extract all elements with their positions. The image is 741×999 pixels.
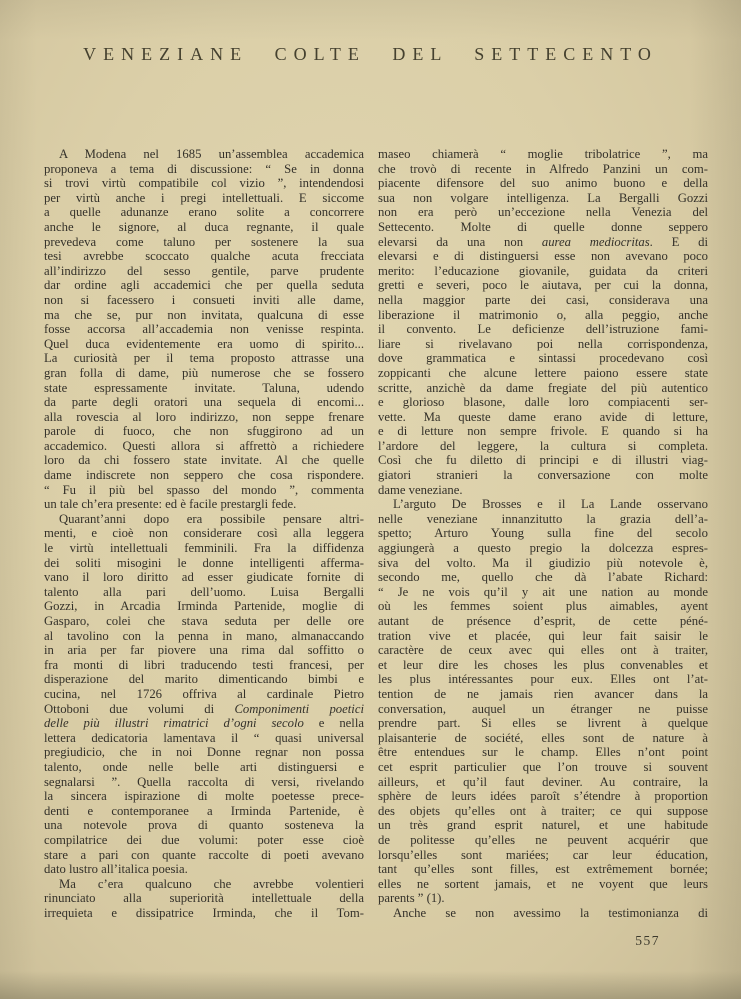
text-segment: scritte, anzichè da dame fregiate del più autentico	[378, 380, 708, 395]
text-line	[44, 775, 364, 790]
text-line	[378, 483, 708, 498]
text-segment: Così che fu diletto di principi e di illustri viag-	[378, 453, 708, 468]
text-segment: aggiungerà a questo pregio la dolcezza espres-	[378, 541, 708, 556]
text-line	[378, 439, 708, 454]
text-segment: secondo me, quello che dà l’abate Richard:	[378, 570, 708, 585]
text-segment: gran folla di dame, più numerose che se fossero	[44, 365, 364, 380]
text-line	[44, 570, 364, 585]
text-segment: elles ne sortent jamais, et ne voyent que leurs	[378, 876, 708, 891]
text-segment: alla rovescia al loro indirizzo, non seppe frenare	[44, 409, 364, 424]
text-segment: prevedeva come taluno per sostenere la sua	[44, 234, 364, 249]
text-line	[378, 337, 708, 352]
text-segment: compilatrice dei due volumi: poter esse cioè	[44, 832, 364, 847]
text-line	[44, 205, 364, 220]
text-segment: et leur dire les choses les plus convenables et	[378, 657, 708, 672]
text-segment: l’ardore del leggere, la cultura si completa.	[378, 438, 708, 453]
text-line	[44, 249, 364, 264]
text-segment: talento, onde nelle belle arti distinguersi e	[44, 759, 364, 774]
text-line	[44, 804, 364, 819]
text-line	[44, 176, 364, 191]
text-segment: ailleurs, et qu’il faut deviner. Au contraire, la	[378, 774, 708, 789]
text-line	[44, 264, 364, 279]
italic-text-segment: aurea mediocritas	[541, 234, 650, 249]
text-line	[44, 278, 364, 293]
text-segment: ma che se, pur non invitata, qualcuna di esse	[44, 307, 364, 322]
text-segment: dato lustro all’italica poesia.	[44, 862, 188, 877]
text-segment: où les femmes soient plus aimables, ayent	[378, 599, 708, 614]
text-segment: disperazione del marito dimenticando bimbi e	[44, 672, 364, 687]
text-segment: vette. Ma queste dame erano avide di letture,	[378, 409, 708, 424]
text-line	[378, 176, 708, 191]
text-line	[44, 381, 364, 396]
text-segment: il convento. Le deficienze dell’istruzione fami-	[378, 322, 708, 337]
text-segment: dove grammatica e sintassi procedevano così	[378, 351, 708, 366]
text-segment: zoppicanti che alcune lettere paiono essere state	[378, 365, 708, 380]
text-segment: parents ” (1).	[378, 891, 445, 906]
text-line	[378, 205, 708, 220]
text-segment: in aria per far piovere una rima dal soffitto o	[44, 643, 364, 658]
text-line	[44, 191, 364, 206]
text-line	[378, 862, 708, 877]
text-line	[378, 264, 708, 279]
text-line	[44, 395, 364, 410]
text-segment: pregiudicio, che in noi Donne regnar non possa	[44, 745, 364, 760]
page-number: 557	[635, 933, 660, 948]
text-columns	[44, 147, 708, 920]
text-segment: giatori stranieri la conversazione con molte	[378, 468, 708, 483]
text-line	[378, 395, 708, 410]
text-segment: Ma c’era qualcuno che avrebbe volentieri	[59, 876, 364, 891]
text-line	[378, 877, 708, 892]
text-line	[378, 672, 708, 687]
text-line	[378, 293, 708, 308]
text-segment: menti, e cioè non considerare così alla leggera	[44, 526, 364, 541]
text-segment: da parte degli oratori una sequela di encomi...	[44, 395, 364, 410]
text-line	[44, 789, 364, 804]
text-line	[378, 526, 708, 541]
text-line	[44, 906, 364, 921]
text-segment: “ Fu il più bel spasso del mondo ”, commenta	[44, 482, 364, 497]
text-line	[44, 629, 364, 644]
text-column-left	[44, 147, 364, 920]
text-segment: si trovi virtù compatibile col vizio ”, intendendosi	[44, 176, 364, 191]
text-line	[44, 818, 364, 833]
text-segment: tration vive et placée, qui leur fait saisir le	[378, 628, 708, 643]
text-line	[44, 672, 364, 687]
text-segment: elevarsi e di distinguersi esse non avevano poco	[378, 249, 708, 264]
text-segment: Quel duca evidentemente era uomo di spirito...	[44, 336, 364, 351]
text-line	[378, 235, 708, 250]
text-line	[378, 556, 708, 571]
text-segment: “ Je ne vois qu’il y ait une nation au monde	[378, 584, 708, 599]
text-segment: tant qu’elles sont filles, est extrêmement bornée;	[378, 862, 708, 877]
text-line	[44, 220, 364, 235]
text-segment: una notevole prova di quanto sosteneva la	[44, 818, 364, 833]
text-segment: liare si rivelavano poi nella corrispondenza,	[378, 336, 708, 351]
text-segment: stare a pari con quante raccolte di poeti avevano	[44, 847, 364, 862]
text-segment: denti e contemporanee a Irminda Partenide, è	[44, 803, 364, 818]
text-line	[378, 453, 708, 468]
text-segment: loro da chi fossero state invitate. Al che quelle	[44, 453, 364, 468]
text-line	[378, 570, 708, 585]
text-line	[44, 235, 364, 250]
text-segment: non era però un’eccezione nella Venezia del	[378, 205, 708, 220]
text-segment: non si facessero i consueti inviti alle dame,	[44, 292, 364, 307]
text-line	[44, 643, 364, 658]
text-line	[44, 497, 364, 512]
text-segment: Anche se non avessimo la testimonianza di	[393, 905, 708, 920]
text-segment: . E di	[649, 234, 708, 249]
text-segment: Gozzi, in Arcadia Irminda Partenide, moglie di	[44, 599, 364, 614]
text-line	[378, 716, 708, 731]
text-segment: être entendues sur le champ. Elles n’ont point	[378, 745, 708, 760]
text-line	[378, 249, 708, 264]
text-segment: nelle veneziane innanzitutto la grazia dell’a-	[378, 511, 708, 526]
text-line	[44, 658, 364, 673]
text-line	[378, 891, 708, 906]
text-segment: dei soliti misogini le donne intelligenti afferma-	[44, 555, 364, 570]
text-segment: des objets qu’elles ont à traiter; ce qui suppose	[378, 803, 708, 818]
text-line	[378, 818, 708, 833]
text-line	[378, 658, 708, 673]
text-line	[378, 643, 708, 658]
text-line	[378, 599, 708, 614]
text-line	[378, 468, 708, 483]
text-line	[44, 512, 364, 527]
text-line	[44, 862, 364, 877]
text-segment: lettera dedicatoria lamentava il “ quasi universal	[44, 730, 364, 745]
text-line	[378, 351, 708, 366]
text-line	[44, 716, 364, 731]
running-head: VENEZIANE COLTE DEL SETTECENTO	[83, 44, 658, 64]
text-line	[378, 687, 708, 702]
text-segment: dar ordine agli accademici che per quella seduta	[44, 278, 364, 293]
text-line	[44, 337, 364, 352]
text-line	[44, 410, 364, 425]
text-line	[378, 629, 708, 644]
text-segment: cucina, nel 1726 offriva al cardinale Pietro	[44, 686, 364, 701]
text-line	[44, 599, 364, 614]
text-line	[44, 556, 364, 571]
text-line	[378, 906, 708, 921]
text-segment: A Modena nel 1685 un’assemblea accademica	[59, 147, 364, 161]
text-segment: elevarsi da una non	[378, 234, 542, 249]
text-segment: un tale ch’era presente: ed è facile prestargli fede.	[44, 497, 297, 512]
text-segment: per virtù anche i pregi intellettuali. E siccome	[44, 190, 364, 205]
text-segment: autant de présence d’esprit, de cette péné-	[378, 614, 708, 628]
text-segment: talento alla pari dell’uomo. Luisa Bergalli	[44, 584, 364, 599]
text-segment: e glorioso blasone, dalle loro compiacenti ser-	[378, 395, 708, 410]
text-segment: conversation, auquel un étranger ne puisse	[378, 701, 708, 716]
text-segment: le virtù intellettuali femminili. Fra la diffidenza	[44, 541, 364, 556]
text-segment: spetto; Arturo Young sulla fine del secolo	[378, 526, 708, 541]
text-line	[44, 322, 364, 337]
text-line	[378, 731, 708, 746]
text-line	[378, 702, 708, 717]
text-line	[44, 614, 364, 629]
italic-text-segment: delle più illustri rimatrici d’ogni secolo	[44, 716, 304, 731]
text-segment: lorsqu’elles sont mariées; car leur éducation,	[378, 847, 708, 862]
text-line	[378, 147, 708, 162]
text-line	[44, 731, 364, 746]
text-line	[378, 614, 708, 629]
text-line	[44, 483, 364, 498]
text-line	[378, 308, 708, 323]
text-segment: dame veneziane.	[378, 482, 463, 497]
text-segment: les plus intéressantes pour eux. Elles ont l’at-	[378, 672, 708, 687]
text-segment: caractère de ceux avec qui elles ont à traiter,	[378, 643, 708, 658]
text-segment: a quelle adunanze erano solite a concorrere	[44, 205, 364, 220]
text-segment: vano il loro diritto ad esser giudicate fornite di	[44, 570, 364, 585]
text-segment: nella maggior parte dei casi, considerava una	[378, 292, 708, 307]
text-segment: Gasparo, colei che stava seduta per delle ore	[44, 614, 364, 628]
text-segment: siva del volto. Ma il giudizio più notevole è,	[378, 555, 708, 570]
italic-text-segment: Componimenti poetici	[234, 701, 364, 716]
text-segment: fra monti di libri traducendo testi francesi, per	[44, 657, 364, 672]
text-line	[44, 891, 364, 906]
text-line	[44, 833, 364, 848]
text-line	[44, 848, 364, 863]
text-segment: e di letture non sempre frivole. E quando si ha	[378, 424, 708, 439]
text-segment: liberazione il matrimonio o, alla peggio, anche	[378, 307, 708, 322]
text-column-right	[378, 147, 708, 920]
text-line	[378, 322, 708, 337]
text-line	[44, 585, 364, 600]
text-line	[44, 162, 364, 177]
text-segment: che trovò di recente in Alfredo Panzini un com-	[378, 161, 708, 176]
text-segment: all’indirizzo del sesso gentile, parve prudente	[44, 263, 364, 278]
text-segment: Quarant’anni dopo era possibile pensare altri-	[59, 511, 364, 526]
text-line	[44, 147, 364, 162]
text-segment: La curiosità per il tema proposto attrasse una	[44, 351, 364, 366]
text-line	[378, 512, 708, 527]
text-line	[44, 526, 364, 541]
text-line	[378, 585, 708, 600]
text-line	[44, 351, 364, 366]
text-segment: parole di fuoco, che non sfuggirono ad un	[44, 424, 364, 439]
text-segment: tesi avrebbe scoccato qualche acuta frecciata	[44, 249, 364, 264]
text-segment: dame indiscrete non seppero che cosa rispondere.	[44, 468, 364, 483]
text-segment: accademico. Questi allora si affrettò a richiedere	[44, 438, 364, 453]
text-line	[44, 877, 364, 892]
text-segment: rinunciato alla superiorità intellettuale della	[44, 891, 364, 906]
text-segment: anche le signore, al duca regnante, il quale	[44, 219, 364, 234]
text-line	[44, 439, 364, 454]
text-line	[378, 833, 708, 848]
text-line	[44, 541, 364, 556]
text-line	[44, 687, 364, 702]
text-line	[44, 308, 364, 323]
text-segment: gretti e severi, poco le aiutava, per cui la donna,	[378, 278, 708, 293]
text-line	[378, 410, 708, 425]
text-line	[378, 541, 708, 556]
text-line	[378, 381, 708, 396]
text-line	[44, 745, 364, 760]
text-segment: L’arguto De Brosses e il La Lande osservano	[393, 497, 708, 512]
text-segment: Ottoboni due volumi di	[44, 701, 235, 716]
text-segment: la sincera ispirazione di molte poetesse prece-	[44, 789, 364, 804]
text-line	[378, 848, 708, 863]
text-segment: segnalarsi ”. Quella raccolta di versi, rivelando	[44, 774, 364, 789]
text-segment: irrequieta e dissipatrice Irminda, che il Tom-	[44, 905, 364, 920]
text-segment: e nella	[303, 716, 364, 731]
text-segment: maseo chiamerà “ moglie tribolatrice ”, ma	[378, 147, 708, 161]
text-line	[378, 191, 708, 206]
text-line	[378, 760, 708, 775]
text-line	[378, 278, 708, 293]
text-segment: prendre part. Si elles se livrent à quelque	[378, 716, 708, 731]
text-segment: de politesse qu’elles ne peuvent acquérir que	[378, 832, 708, 847]
text-line	[378, 745, 708, 760]
text-segment: al tavolino con la penna in mano, almanaccando	[44, 628, 364, 643]
text-segment: sphère de leurs idées paroît s’étendre à proportion	[378, 789, 708, 804]
text-line	[378, 789, 708, 804]
text-line	[378, 220, 708, 235]
text-line	[378, 424, 708, 439]
text-segment: proponeva a tema di discussione: “ Se in donna	[44, 161, 364, 176]
text-line	[44, 468, 364, 483]
text-line	[44, 702, 364, 717]
text-segment: un très grand esprit naturel, et une habitude	[378, 818, 708, 833]
text-segment: piacente difensore del suo animo buono e della	[378, 176, 708, 191]
text-segment: sua non volgare intelligenza. La Bergalli Gozzi	[378, 190, 708, 205]
text-segment: Settecento. Molte di quelle donne seppero	[378, 219, 708, 234]
text-line	[378, 497, 708, 512]
text-segment: tention de ne jamais rien avancer dans la	[378, 686, 708, 701]
text-line	[44, 293, 364, 308]
text-line	[378, 366, 708, 381]
text-line	[44, 366, 364, 381]
text-line	[44, 453, 364, 468]
text-line	[378, 775, 708, 790]
text-segment: plaisanterie de société, elles sont de nature à	[378, 730, 708, 745]
text-segment: cet esprit particulier que l’on trouve si souvent	[378, 759, 708, 774]
text-line	[44, 424, 364, 439]
text-line	[44, 760, 364, 775]
text-segment: merito: l’educazione giovanile, guidata da criteri	[378, 263, 708, 278]
text-segment: state espressamente invitate. Taluna, udendo	[44, 380, 364, 395]
text-segment: fosse accorsa all’accademia non venisse respinta.	[44, 322, 364, 337]
text-line	[378, 804, 708, 819]
text-line	[378, 162, 708, 177]
